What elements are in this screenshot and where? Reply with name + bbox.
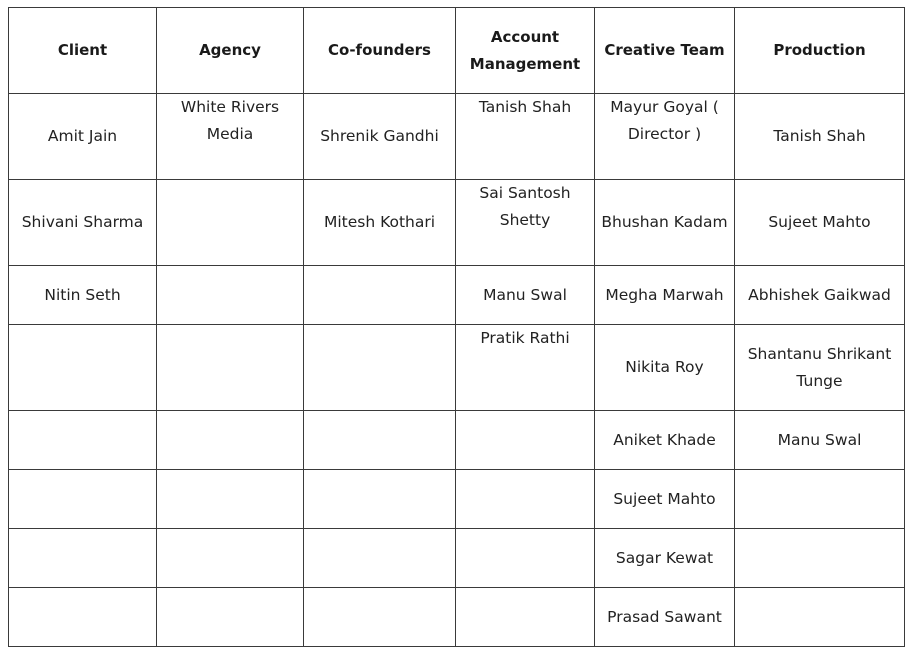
cell-agency (157, 325, 304, 411)
header-co-founders: Co-founders (304, 8, 456, 94)
cell-client (9, 325, 157, 411)
cell-agency (157, 411, 304, 470)
cell-production (735, 588, 905, 647)
cell-agency: White Rivers Media (157, 94, 304, 180)
header-row (9, 8, 905, 94)
cell-account-management: Pratik Rathi (456, 325, 595, 411)
cell-production (735, 529, 905, 588)
cell-agency (157, 266, 304, 325)
cell-co-founders (304, 588, 456, 647)
cell-client (9, 411, 157, 470)
header-creative-team: Creative Team (595, 8, 735, 94)
cell-agency (157, 180, 304, 266)
cell-account-management (456, 588, 595, 647)
cell-client (9, 470, 157, 529)
cell-agency (157, 529, 304, 588)
cell-account-management: Tanish Shah (456, 94, 595, 180)
cell-creative-team: Sagar Kewat (595, 529, 735, 588)
table-row (9, 588, 905, 647)
cell-creative-team: Aniket Khade (595, 411, 735, 470)
cell-account-management: Manu Swal (456, 266, 595, 325)
header-client: Client (9, 8, 157, 94)
cell-account-management (456, 470, 595, 529)
cell-production: Shantanu Shrikant Tunge (735, 325, 905, 411)
cell-account-management (456, 529, 595, 588)
table-row (9, 470, 905, 529)
cell-client: Amit Jain (9, 94, 157, 180)
cell-creative-team: Prasad Sawant (595, 588, 735, 647)
cell-co-founders (304, 470, 456, 529)
crew-table (8, 7, 905, 647)
cell-production (735, 470, 905, 529)
cell-account-management (456, 411, 595, 470)
table-row (9, 411, 905, 470)
cell-co-founders (304, 266, 456, 325)
cell-production: Manu Swal (735, 411, 905, 470)
table-row (9, 325, 905, 411)
header-agency: Agency (157, 8, 304, 94)
table-row (9, 94, 905, 180)
cell-co-founders: Mitesh Kothari (304, 180, 456, 266)
cell-creative-team: Sujeet Mahto (595, 470, 735, 529)
header-account-management: Account Management (456, 8, 595, 94)
cell-co-founders (304, 325, 456, 411)
table-row (9, 529, 905, 588)
cell-client: Shivani Sharma (9, 180, 157, 266)
cell-client (9, 529, 157, 588)
cell-client: Nitin Seth (9, 266, 157, 325)
cell-creative-team: Nikita Roy (595, 325, 735, 411)
header-production: Production (735, 8, 905, 94)
cell-account-management: Sai Santosh Shetty (456, 180, 595, 266)
cell-agency (157, 588, 304, 647)
cell-client (9, 588, 157, 647)
cell-creative-team: Bhushan Kadam (595, 180, 735, 266)
cell-co-founders (304, 529, 456, 588)
cell-production: Sujeet Mahto (735, 180, 905, 266)
cell-creative-team: Mayur Goyal ( Director ) (595, 94, 735, 180)
cell-agency (157, 470, 304, 529)
cell-production: Tanish Shah (735, 94, 905, 180)
cell-production: Abhishek Gaikwad (735, 266, 905, 325)
table-row (9, 180, 905, 266)
cell-co-founders (304, 411, 456, 470)
cell-co-founders: Shrenik Gandhi (304, 94, 456, 180)
cell-creative-team: Megha Marwah (595, 266, 735, 325)
table-row (9, 266, 905, 325)
